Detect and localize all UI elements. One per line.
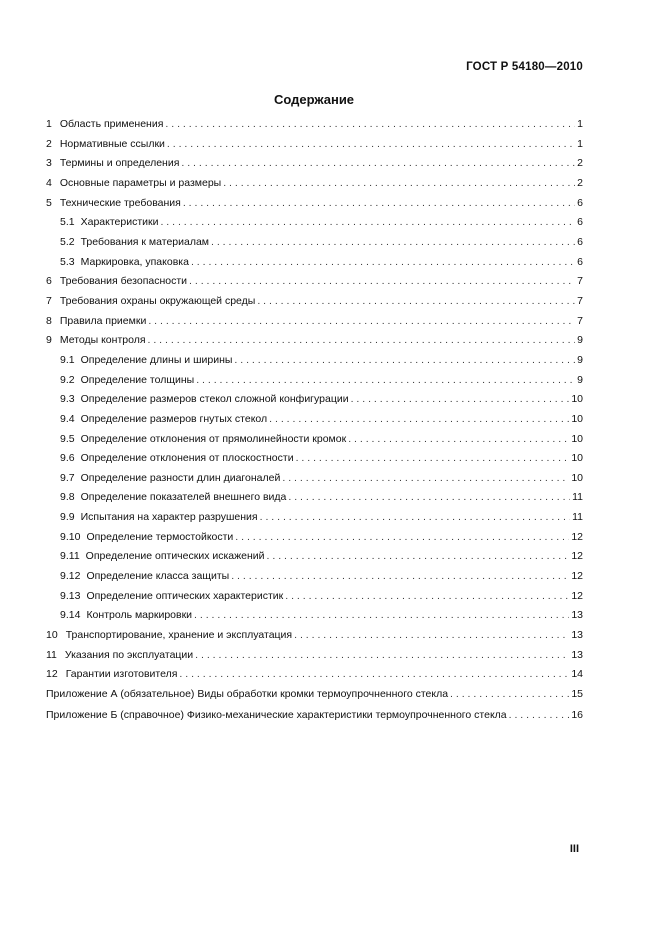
toc-entry-title: Технические требования — [59, 196, 181, 209]
toc-entry[interactable] — [46, 511, 583, 531]
toc-entry-title: Гарантии изготовителя — [65, 668, 178, 681]
toc-entry-number: 6 — [46, 275, 52, 288]
toc-entry-title: Область применения — [59, 118, 164, 130]
toc-entry-title: Требования безопасности — [59, 275, 188, 288]
toc-entry-title: Характеристики — [80, 216, 159, 229]
toc-entry-number: 7 — [46, 294, 52, 307]
toc-dot-leader — [234, 354, 575, 366]
toc-entry-page: 9 — [577, 353, 583, 366]
toc-entry-page: 9 — [577, 373, 583, 386]
toc-entry-number: 2 — [46, 137, 52, 150]
toc-entry[interactable] — [46, 629, 583, 649]
toc-dot-leader — [260, 511, 570, 523]
toc-entry-page: 11 — [572, 491, 583, 504]
toc-entry[interactable] — [46, 433, 583, 453]
toc-entry-page: 10 — [571, 452, 583, 465]
toc-entry-title: Приложение А (обязательное) Виды обработки кромки термоупрочненного стекла — [46, 688, 449, 701]
toc-entry[interactable] — [46, 275, 583, 295]
toc-entry-title: Контроль маркировки — [86, 609, 193, 622]
toc-entry-number: 9.9 — [60, 511, 75, 524]
toc-dot-leader — [257, 295, 575, 307]
toc-entry-page: 10 — [571, 412, 583, 425]
toc-entry-number: 4 — [46, 176, 52, 189]
toc-entry-title: Определение оптических искажений — [85, 550, 265, 563]
toc-entry[interactable] — [46, 354, 583, 374]
toc-entry-title: Указания по эксплуатации — [64, 648, 194, 661]
toc-entry-number: 9.7 — [60, 471, 75, 484]
toc-entry-page: 12 — [571, 570, 583, 583]
toc-dot-leader — [235, 531, 569, 543]
toc-entry[interactable] — [46, 197, 583, 217]
toc-entry-title: Определение оптических характеристик — [86, 589, 284, 602]
toc-entry[interactable] — [46, 138, 583, 158]
toc-entry[interactable] — [46, 216, 583, 236]
toc-dot-leader — [351, 393, 570, 405]
toc-entry-title: Определение размеров стекол сложной конфигурации — [80, 393, 349, 406]
toc-entry-page: 1 — [577, 137, 583, 150]
toc-entry-number: 9.13 — [60, 589, 81, 602]
toc-entry[interactable] — [46, 334, 583, 354]
toc-entry-number: 1 — [46, 118, 52, 130]
toc-entry[interactable] — [46, 295, 583, 315]
toc-dot-leader — [450, 688, 569, 700]
toc-entry-title: Испытания на характер разрушения — [80, 511, 258, 524]
toc-entry[interactable] — [46, 590, 583, 610]
toc-entry-page: 7 — [577, 275, 583, 288]
toc-appendix-entry[interactable] — [46, 688, 583, 709]
toc-dot-leader — [223, 177, 575, 189]
toc-entry-title: Определение размеров гнутых стекол — [80, 412, 268, 425]
toc-entry-page: 7 — [577, 294, 583, 307]
toc-entry-page: 13 — [571, 629, 583, 642]
toc-dot-leader — [160, 216, 575, 228]
toc-entry-title: Приложение Б (справочное) Физико-механические характеристики термоупрочненного стекла — [46, 708, 507, 721]
toc-entry-title: Нормативные ссылки — [59, 137, 165, 150]
toc-entry-title: Определение отклонения от прямолинейности кромок — [80, 432, 347, 445]
toc-entry-title: Определение толщины — [80, 373, 195, 386]
page-number: III — [569, 843, 579, 855]
toc-dot-leader — [288, 491, 570, 503]
toc-entry-number: 9.8 — [60, 491, 75, 504]
toc-dot-leader — [231, 570, 569, 582]
toc-entry-number: 10 — [46, 629, 58, 642]
toc-dot-leader — [194, 609, 569, 621]
toc-entry-title: Термины и определения — [59, 157, 180, 170]
toc-entry-page: 16 — [571, 708, 583, 721]
toc-entry[interactable] — [46, 374, 583, 394]
table-of-contents — [46, 118, 583, 729]
toc-entry-number: 5.3 — [60, 255, 75, 268]
toc-entry-title: Маркировка, упаковка — [80, 255, 189, 268]
toc-entry-page: 6 — [577, 235, 583, 248]
toc-dot-leader — [294, 629, 569, 641]
toc-entry-number: 9.12 — [60, 570, 81, 583]
toc-entry-title: Определение длины и ширины — [80, 353, 233, 366]
toc-entry-title: Методы контроля — [59, 334, 146, 347]
toc-entry-page: 9 — [577, 334, 583, 347]
toc-entry[interactable] — [46, 315, 583, 335]
toc-entry-page: 14 — [571, 668, 583, 681]
toc-entry[interactable] — [46, 491, 583, 511]
toc-entry-page: 13 — [571, 648, 583, 661]
toc-dot-leader — [348, 433, 569, 445]
toc-appendix-entry[interactable] — [46, 709, 583, 730]
toc-entry-page: 15 — [571, 688, 583, 701]
toc-entry[interactable] — [46, 256, 583, 276]
toc-entry-title: Требования к материалам — [80, 235, 210, 248]
toc-entry[interactable] — [46, 472, 583, 492]
toc-dot-leader — [267, 550, 570, 562]
toc-dot-leader — [191, 256, 575, 268]
toc-entry-title: Определение разности длин диагоналей — [80, 471, 281, 484]
toc-dot-leader — [285, 590, 569, 602]
toc-entry-page: 6 — [577, 216, 583, 229]
toc-dot-leader — [183, 197, 575, 209]
toc-entry[interactable] — [46, 570, 583, 590]
toc-entry[interactable] — [46, 452, 583, 472]
toc-entry[interactable] — [46, 413, 583, 433]
toc-dot-leader — [148, 315, 575, 327]
toc-entry-title: Определение отклонения от плоскостности — [80, 452, 294, 465]
toc-entry-number: 9.14 — [60, 609, 81, 622]
toc-title: Содержание — [273, 92, 355, 107]
toc-entry[interactable] — [46, 393, 583, 413]
toc-entry[interactable] — [46, 668, 583, 688]
toc-entry-number: 8 — [46, 314, 52, 327]
toc-entry-page: 10 — [571, 471, 583, 484]
toc-entry-number: 9.3 — [60, 393, 75, 406]
toc-entry-page: 10 — [571, 432, 583, 445]
toc-dot-leader — [509, 709, 570, 721]
toc-entry-number: 9 — [46, 334, 52, 347]
toc-dot-leader — [165, 118, 575, 130]
toc-dot-leader — [189, 275, 575, 287]
toc-entry-page: 11 — [572, 511, 583, 524]
toc-entry-title: Правила приемки — [59, 314, 147, 327]
toc-entry-number: 9.10 — [60, 530, 81, 543]
toc-dot-leader — [296, 452, 570, 464]
toc-entry-number: 9.1 — [60, 353, 75, 366]
toc-dot-leader — [167, 138, 575, 150]
toc-entry-page: 12 — [571, 530, 583, 543]
toc-entry-number: 12 — [46, 668, 58, 681]
toc-dot-leader — [148, 334, 576, 346]
toc-entry-page: 1 — [577, 118, 583, 130]
toc-entry-page: 7 — [577, 314, 583, 327]
toc-entry[interactable] — [46, 609, 583, 629]
toc-entry-number: 9.6 — [60, 452, 75, 465]
toc-entry-number: 9.5 — [60, 432, 75, 445]
toc-entry-page: 12 — [571, 589, 583, 602]
toc-entry-title: Определение термостойкости — [86, 530, 234, 543]
toc-entry-number: 9.2 — [60, 373, 75, 386]
toc-entry-page: 2 — [577, 157, 583, 170]
toc-dot-leader — [269, 413, 569, 425]
toc-entry-title: Требования охраны окружающей среды — [59, 294, 256, 307]
toc-entry[interactable] — [46, 157, 583, 177]
toc-entry-number: 9.4 — [60, 412, 75, 425]
toc-entry[interactable] — [46, 550, 583, 570]
toc-dot-leader — [282, 472, 569, 484]
toc-entry-title: Определение класса защиты — [86, 570, 230, 583]
toc-entry-number: 5.2 — [60, 235, 75, 248]
toc-dot-leader — [211, 236, 575, 248]
toc-entry-page: 10 — [571, 393, 583, 406]
toc-dot-leader — [181, 157, 575, 169]
toc-entry-title: Транспортирование, хранение и эксплуатация — [65, 629, 293, 642]
toc-entry-page: 6 — [577, 255, 583, 268]
toc-entry-page: 2 — [577, 176, 583, 189]
toc-entry[interactable] — [46, 118, 583, 138]
toc-entry-number: 3 — [46, 157, 52, 170]
toc-entry[interactable] — [46, 236, 583, 256]
toc-entry-page: 13 — [571, 609, 583, 622]
toc-dot-leader — [179, 668, 569, 680]
toc-entry-page: 6 — [577, 196, 583, 209]
toc-entry-number: 5 — [46, 196, 52, 209]
toc-entry-title: Основные параметры и размеры — [59, 176, 222, 189]
toc-dot-leader — [195, 649, 569, 661]
toc-entry-number: 5.1 — [60, 216, 75, 229]
toc-dot-leader — [196, 374, 575, 386]
toc-entry-number: 11 — [46, 648, 57, 661]
toc-entry-number: 9.11 — [60, 550, 80, 563]
toc-entry[interactable] — [46, 177, 583, 197]
toc-entry-page: 12 — [571, 550, 583, 563]
document-code: ГОСТ Р 54180—2010 — [466, 61, 583, 73]
toc-entry[interactable] — [46, 531, 583, 551]
toc-entry[interactable] — [46, 649, 583, 669]
toc-entry-title: Определение показателей внешнего вида — [80, 491, 287, 504]
